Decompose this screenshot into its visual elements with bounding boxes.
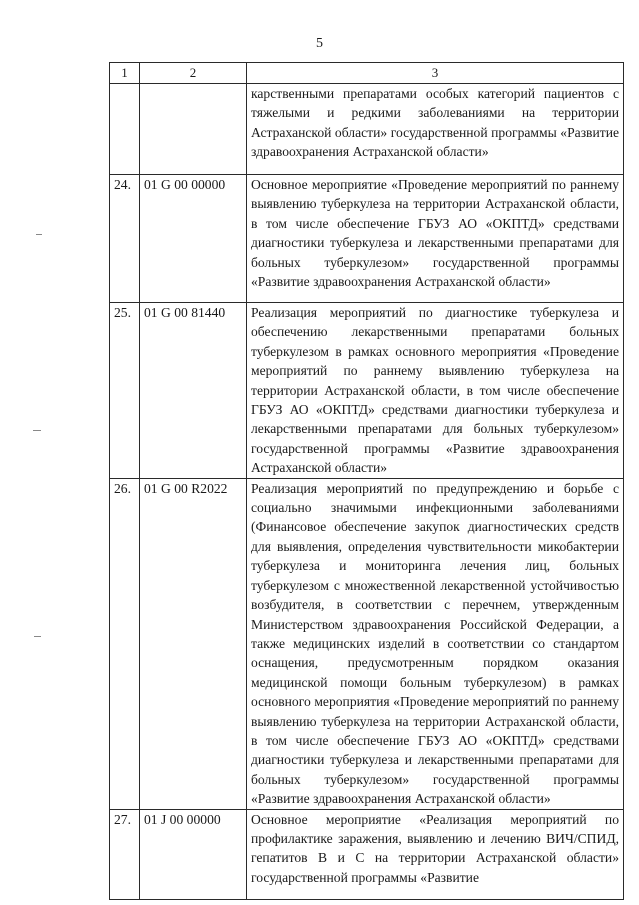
scan-speck xyxy=(34,636,41,637)
row-number: 25. xyxy=(110,303,140,479)
row-number: 27. xyxy=(110,809,140,899)
budget-code: 01 G 00 81440 xyxy=(140,303,247,479)
budget-code: 01 J 00 00000 xyxy=(140,809,247,899)
row-description: карственными препаратами особых категорий пациентов с тяжелыми и редкими заболеваниями на территории Астраханской области» государственной программы «Развитие здравоохранения Астраханской области» xyxy=(247,84,624,175)
row-number xyxy=(110,84,140,175)
page-number: 5 xyxy=(316,36,323,51)
table-row xyxy=(110,478,624,809)
table-row xyxy=(110,175,624,303)
budget-code: 01 G 00 00000 xyxy=(140,175,247,303)
budget-code xyxy=(140,84,247,175)
scan-speck xyxy=(33,430,41,431)
row-description: Реализация мероприятий по диагностике туберкулеза и обеспечению лекарственными препаратами больных туберкулезом в рамках основного мероприятия «Проведение мероприятий по раннему выявлению туберкулеза на территории Астраханской области, в том числе обеспечение ГБУЗ АО «ОКПТД» средствами диагностики туберкулеза и лекарственными препаратами для больных туберкулезом» государственной программы «Развитие здравоохранения Астраханской области» xyxy=(247,303,624,479)
table-row xyxy=(110,303,624,479)
table-header-row xyxy=(110,63,624,84)
row-description: Основное мероприятие «Проведение мероприятий по раннему выявлению туберкулеза на территории Астраханской области, в том числе обеспечение ГБУЗ АО «ОКПТД» средствами диагностики туберкулеза и лекарственными препаратами для больных туберкулезом» государственной программы «Развитие здравоохранения Астраханской области» xyxy=(247,175,624,303)
row-description: Реализация мероприятий по предупреждению и борьбе с социально значимыми инфекционными заболеваниями (Финансовое обеспечение закупок диагностических средств для выявления, определения чувствительности микобактерии туберкулеза и мониторинга лечения лиц, больных туберкулезом с множественной лекарственной устойчивостью возбудителя, в соответствии с перечнем, утвержденным Министерством здравоохранения Российской Федерации, а также медицинских изделий в соответствии со стандартом оснащения, предусмотренным порядком оказания медицинской помощи больным туберкулезом) в рамках основного мероприятия «Проведение мероприятий по раннему выявлению туберкулеза на территории Астраханской области, в том числе обеспечение ГБУЗ АО «ОКПТД» средствами диагностики туберкулеза и лекарственными препаратами для больных туберкулезом» государственной программы «Развитие здравоохранения Астраханской области» xyxy=(247,478,624,809)
table-row xyxy=(110,809,624,899)
column-header-2: 2 xyxy=(140,63,247,84)
column-header-3: 3 xyxy=(247,63,624,84)
row-number: 24. xyxy=(110,175,140,303)
column-header-1: 1 xyxy=(110,63,140,84)
scan-speck xyxy=(36,234,42,235)
budget-code: 01 G 00 R2022 xyxy=(140,478,247,809)
row-number: 26. xyxy=(110,478,140,809)
table-row xyxy=(110,84,624,175)
document-table xyxy=(109,62,624,900)
row-description: Основное мероприятие «Реализация мероприятий по профилактике заражения, выявлению и лечению ВИЧ/СПИД, гепатитов В и С на территории Астраханской области» государственной программы «Развитие xyxy=(247,809,624,899)
